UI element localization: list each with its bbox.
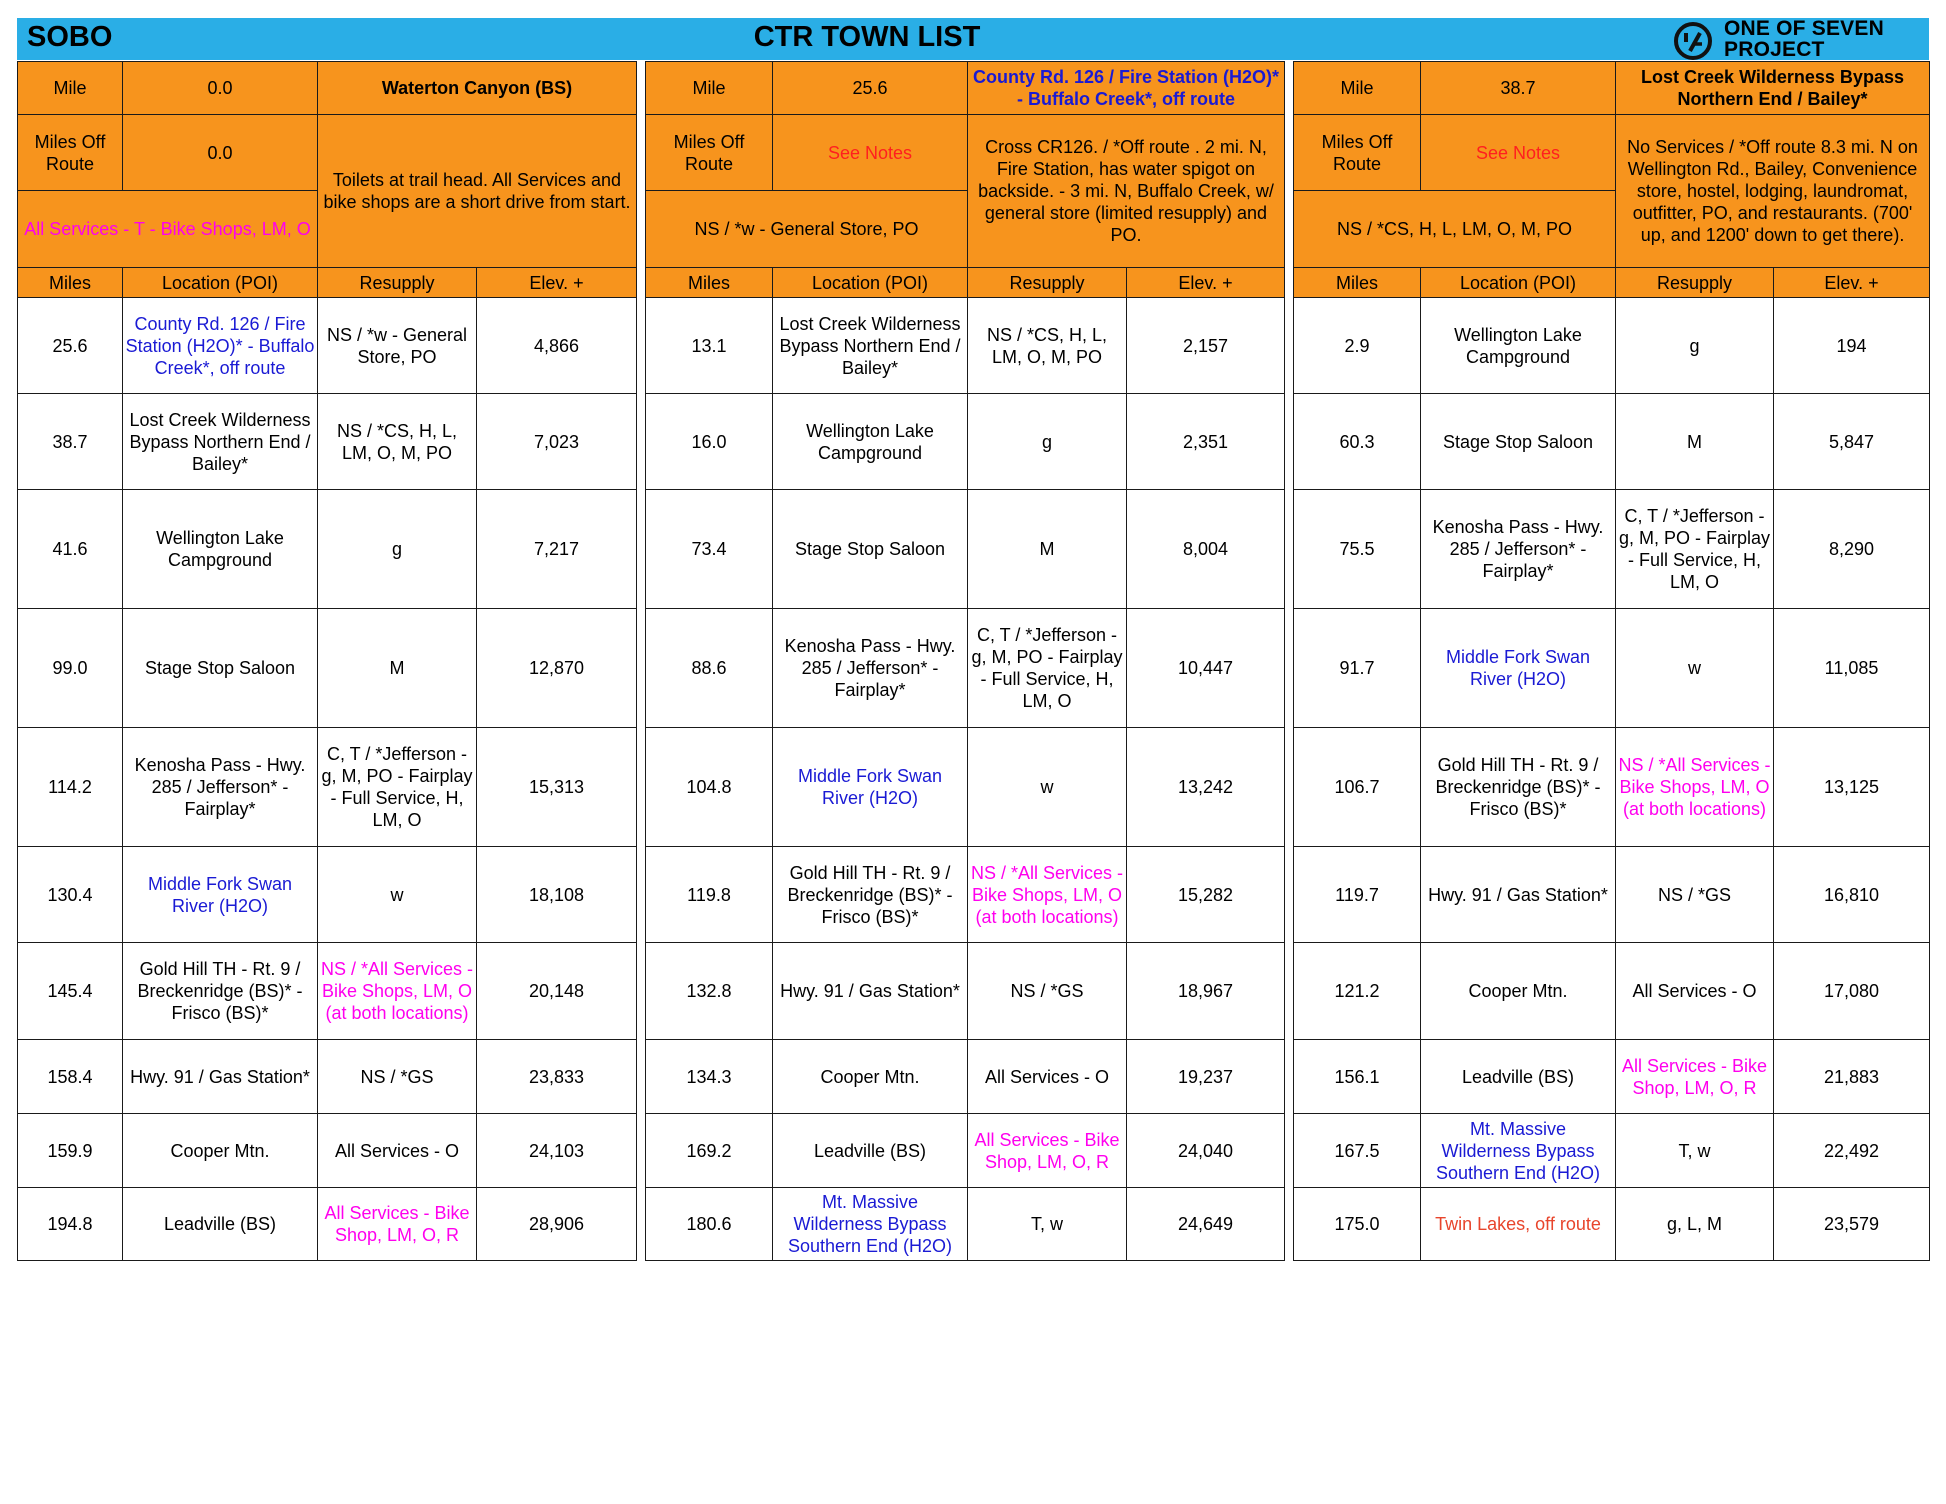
row-resupply: M	[318, 609, 477, 728]
row-resupply: NS / *GS	[318, 1040, 477, 1114]
row-elev: 17,080	[1774, 943, 1930, 1040]
table-row	[646, 609, 1285, 728]
row-resupply: M	[1616, 394, 1774, 490]
table-row	[646, 1188, 1285, 1261]
miles-off-value: See Notes	[773, 115, 968, 191]
info-services: NS / *CS, H, L, LM, O, M, PO	[1294, 191, 1616, 268]
table-row	[1294, 847, 1930, 943]
row-resupply: All Services - O	[968, 1040, 1127, 1114]
row-elev: 28,906	[477, 1188, 637, 1261]
row-location: Hwy. 91 / Gas Station*	[123, 1040, 318, 1114]
row-location: Cooper Mtn.	[1421, 943, 1616, 1040]
row-location: Wellington Lake Campground	[123, 490, 318, 609]
row-elev: 10,447	[1127, 609, 1285, 728]
row-miles: 180.6	[646, 1188, 773, 1261]
table-row	[1294, 943, 1930, 1040]
row-location: Hwy. 91 / Gas Station*	[1421, 847, 1616, 943]
row-elev: 15,313	[477, 728, 637, 847]
row-location: Leadville (BS)	[1421, 1040, 1616, 1114]
row-resupply: NS / *CS, H, L, LM, O, M, PO	[318, 394, 477, 490]
row-location: Kenosha Pass - Hwy. 285 / Jefferson* - Fairplay*	[1421, 490, 1616, 609]
row-location: Gold Hill TH - Rt. 9 / Breckenridge (BS)* - Frisco (BS)*	[773, 847, 968, 943]
info-services: All Services - T - Bike Shops, LM, O	[18, 191, 318, 268]
row-elev: 7,217	[477, 490, 637, 609]
one-of-seven-logo-icon	[1672, 20, 1714, 62]
row-resupply: g	[968, 394, 1127, 490]
row-resupply: g, L, M	[1616, 1188, 1774, 1261]
table-row	[646, 490, 1285, 609]
col-header-resupply: Resupply	[318, 268, 477, 298]
row-miles: 159.9	[18, 1114, 123, 1188]
table-row	[18, 490, 637, 609]
row-miles: 99.0	[18, 609, 123, 728]
info-location: Lost Creek Wilderness Bypass Northern End / Bailey*	[1616, 62, 1930, 115]
col-header-elev: Elev. +	[1774, 268, 1930, 298]
mile-label: Mile	[646, 62, 773, 115]
page-header	[17, 18, 1929, 60]
row-miles: 145.4	[18, 943, 123, 1040]
miles-off-label: Miles Off Route	[646, 115, 773, 191]
row-resupply: M	[968, 490, 1127, 609]
town-panel-3	[1293, 61, 1930, 1261]
row-miles: 13.1	[646, 298, 773, 394]
table-row	[646, 298, 1285, 394]
table-row	[18, 1188, 637, 1261]
town-panel-2	[645, 61, 1285, 1261]
row-elev: 19,237	[1127, 1040, 1285, 1114]
mile-label: Mile	[18, 62, 123, 115]
info-notes: Toilets at trail head. All Services and bike shops are a short drive from start.	[318, 115, 637, 268]
row-miles: 175.0	[1294, 1188, 1421, 1261]
row-miles: 104.8	[646, 728, 773, 847]
row-location: Mt. Massive Wilderness Bypass Southern End (H2O)	[773, 1188, 968, 1261]
row-miles: 91.7	[1294, 609, 1421, 728]
row-elev: 13,125	[1774, 728, 1930, 847]
table-row	[1294, 394, 1930, 490]
table-row	[18, 943, 637, 1040]
row-location: Leadville (BS)	[773, 1114, 968, 1188]
row-miles: 114.2	[18, 728, 123, 847]
col-header-elev: Elev. +	[1127, 268, 1285, 298]
row-location: County Rd. 126 / Fire Station (H2O)* - Buffalo Creek*, off route	[123, 298, 318, 394]
row-location: Stage Stop Saloon	[773, 490, 968, 609]
row-miles: 119.7	[1294, 847, 1421, 943]
info-notes: Cross CR126. / *Off route . 2 mi. N, Fire Station, has water spigot on backside. - 3 mi. N, Buffalo Creek, w/ general store (limited resupply) and PO.	[968, 115, 1285, 268]
row-elev: 15,282	[1127, 847, 1285, 943]
table-row	[1294, 728, 1930, 847]
col-header-location: Location (POI)	[1421, 268, 1616, 298]
table-row	[646, 943, 1285, 1040]
row-location: Kenosha Pass - Hwy. 285 / Jefferson* - Fairplay*	[773, 609, 968, 728]
table-row	[18, 1114, 637, 1188]
row-location: Middle Fork Swan River (H2O)	[773, 728, 968, 847]
direction-label: SOBO	[27, 21, 113, 53]
row-location: Wellington Lake Campground	[1421, 298, 1616, 394]
col-header-resupply: Resupply	[1616, 268, 1774, 298]
row-resupply: NS / *GS	[1616, 847, 1774, 943]
info-notes: No Services / *Off route 8.3 mi. N on Wellington Rd., Bailey, Convenience store, hostel, lodging, laundromat, outfitter, PO, and restaurants. (700' up, and 1200' down to get there).	[1616, 115, 1930, 268]
row-location: Leadville (BS)	[123, 1188, 318, 1261]
table-row	[1294, 609, 1930, 728]
row-elev: 24,649	[1127, 1188, 1285, 1261]
row-elev: 194	[1774, 298, 1930, 394]
row-resupply: C, T / *Jefferson - g, M, PO - Fairplay - Full Service, H, LM, O	[968, 609, 1127, 728]
mile-label: Mile	[1294, 62, 1421, 115]
row-elev: 21,883	[1774, 1040, 1930, 1114]
row-miles: 134.3	[646, 1040, 773, 1114]
row-resupply: All Services - O	[1616, 943, 1774, 1040]
table-row	[646, 394, 1285, 490]
row-elev: 12,870	[477, 609, 637, 728]
table-row	[1294, 1188, 1930, 1261]
mile-value: 0.0	[123, 62, 318, 115]
table-row	[18, 298, 637, 394]
row-miles: 119.8	[646, 847, 773, 943]
row-location: Gold Hill TH - Rt. 9 / Breckenridge (BS)* - Frisco (BS)*	[123, 943, 318, 1040]
row-resupply: NS / *CS, H, L, LM, O, M, PO	[968, 298, 1127, 394]
row-resupply: NS / *GS	[968, 943, 1127, 1040]
col-header-resupply: Resupply	[968, 268, 1127, 298]
row-elev: 18,967	[1127, 943, 1285, 1040]
row-elev: 16,810	[1774, 847, 1930, 943]
row-miles: 132.8	[646, 943, 773, 1040]
table-row	[1294, 1114, 1930, 1188]
row-elev: 4,866	[477, 298, 637, 394]
row-resupply: w	[968, 728, 1127, 847]
row-elev: 2,351	[1127, 394, 1285, 490]
row-location: Cooper Mtn.	[773, 1040, 968, 1114]
row-resupply: C, T / *Jefferson - g, M, PO - Fairplay - Full Service, H, LM, O	[1616, 490, 1774, 609]
row-miles: 130.4	[18, 847, 123, 943]
row-resupply: w	[318, 847, 477, 943]
row-miles: 194.8	[18, 1188, 123, 1261]
col-header-miles: Miles	[1294, 268, 1421, 298]
row-resupply: g	[1616, 298, 1774, 394]
table-row	[646, 728, 1285, 847]
row-resupply: T, w	[968, 1188, 1127, 1261]
table-row	[18, 847, 637, 943]
row-elev: 23,833	[477, 1040, 637, 1114]
info-location: Waterton Canyon (BS)	[318, 62, 637, 115]
row-miles: 88.6	[646, 609, 773, 728]
row-resupply: NS / *All Services - Bike Shops, LM, O (at both locations)	[318, 943, 477, 1040]
mile-value: 38.7	[1421, 62, 1616, 115]
row-elev: 18,108	[477, 847, 637, 943]
table-row	[18, 609, 637, 728]
logo-text	[1724, 18, 1884, 60]
row-miles: 121.2	[1294, 943, 1421, 1040]
logo-line-2: PROJECT	[1724, 38, 1825, 61]
row-elev: 2,157	[1127, 298, 1285, 394]
row-miles: 106.7	[1294, 728, 1421, 847]
miles-off-label: Miles Off Route	[1294, 115, 1421, 191]
row-miles: 41.6	[18, 490, 123, 609]
logo	[1672, 19, 1912, 61]
town-panel-1	[17, 61, 637, 1261]
row-location: Cooper Mtn.	[123, 1114, 318, 1188]
info-services: NS / *w - General Store, PO	[646, 191, 968, 268]
row-location: Middle Fork Swan River (H2O)	[123, 847, 318, 943]
row-elev: 24,040	[1127, 1114, 1285, 1188]
table-row	[18, 1040, 637, 1114]
row-miles: 38.7	[18, 394, 123, 490]
row-location: Mt. Massive Wilderness Bypass Southern End (H2O)	[1421, 1114, 1616, 1188]
row-miles: 169.2	[646, 1114, 773, 1188]
table-row	[1294, 490, 1930, 609]
table-row	[646, 1114, 1285, 1188]
row-resupply: NS / *All Services - Bike Shops, LM, O (at both locations)	[968, 847, 1127, 943]
row-location: Wellington Lake Campground	[773, 394, 968, 490]
row-resupply: NS / *w - General Store, PO	[318, 298, 477, 394]
row-elev: 11,085	[1774, 609, 1930, 728]
table-row	[18, 394, 637, 490]
row-miles: 167.5	[1294, 1114, 1421, 1188]
row-miles: 158.4	[18, 1040, 123, 1114]
table-row	[18, 728, 637, 847]
col-header-miles: Miles	[646, 268, 773, 298]
row-elev: 24,103	[477, 1114, 637, 1188]
row-miles: 60.3	[1294, 394, 1421, 490]
row-location: Hwy. 91 / Gas Station*	[773, 943, 968, 1040]
miles-off-label: Miles Off Route	[18, 115, 123, 191]
row-resupply: All Services - Bike Shop, LM, O, R	[968, 1114, 1127, 1188]
row-miles: 75.5	[1294, 490, 1421, 609]
row-resupply: All Services - Bike Shop, LM, O, R	[1616, 1040, 1774, 1114]
row-miles: 25.6	[18, 298, 123, 394]
row-elev: 20,148	[477, 943, 637, 1040]
row-elev: 5,847	[1774, 394, 1930, 490]
page-title: CTR TOWN LIST	[753, 21, 981, 53]
col-header-elev: Elev. +	[477, 268, 637, 298]
table-row	[646, 1040, 1285, 1114]
row-resupply: NS / *All Services - Bike Shops, LM, O (at both locations)	[1616, 728, 1774, 847]
row-elev: 13,242	[1127, 728, 1285, 847]
row-location: Kenosha Pass - Hwy. 285 / Jefferson* - Fairplay*	[123, 728, 318, 847]
row-location: Middle Fork Swan River (H2O)	[1421, 609, 1616, 728]
row-resupply: All Services - O	[318, 1114, 477, 1188]
row-location: Stage Stop Saloon	[123, 609, 318, 728]
row-resupply: w	[1616, 609, 1774, 728]
info-location: County Rd. 126 / Fire Station (H2O)* - Buffalo Creek*, off route	[968, 62, 1285, 115]
row-elev: 23,579	[1774, 1188, 1930, 1261]
col-header-location: Location (POI)	[773, 268, 968, 298]
row-miles: 73.4	[646, 490, 773, 609]
col-header-miles: Miles	[18, 268, 123, 298]
row-location: Lost Creek Wilderness Bypass Northern End / Bailey*	[773, 298, 968, 394]
row-elev: 8,004	[1127, 490, 1285, 609]
row-location: Lost Creek Wilderness Bypass Northern End / Bailey*	[123, 394, 318, 490]
row-miles: 2.9	[1294, 298, 1421, 394]
row-resupply: All Services - Bike Shop, LM, O, R	[318, 1188, 477, 1261]
table-row	[646, 847, 1285, 943]
row-resupply: C, T / *Jefferson - g, M, PO - Fairplay - Full Service, H, LM, O	[318, 728, 477, 847]
row-elev: 8,290	[1774, 490, 1930, 609]
row-resupply: T, w	[1616, 1114, 1774, 1188]
row-miles: 16.0	[646, 394, 773, 490]
miles-off-value: 0.0	[123, 115, 318, 191]
row-location: Twin Lakes, off route	[1421, 1188, 1616, 1261]
row-miles: 156.1	[1294, 1040, 1421, 1114]
row-elev: 22,492	[1774, 1114, 1930, 1188]
row-elev: 7,023	[477, 394, 637, 490]
row-location: Gold Hill TH - Rt. 9 / Breckenridge (BS)* - Frisco (BS)*	[1421, 728, 1616, 847]
row-resupply: g	[318, 490, 477, 609]
col-header-location: Location (POI)	[123, 268, 318, 298]
logo-line-1: ONE OF SEVEN	[1724, 17, 1884, 40]
table-row	[1294, 1040, 1930, 1114]
miles-off-value: See Notes	[1421, 115, 1616, 191]
table-row	[1294, 298, 1930, 394]
mile-value: 25.6	[773, 62, 968, 115]
row-location: Stage Stop Saloon	[1421, 394, 1616, 490]
